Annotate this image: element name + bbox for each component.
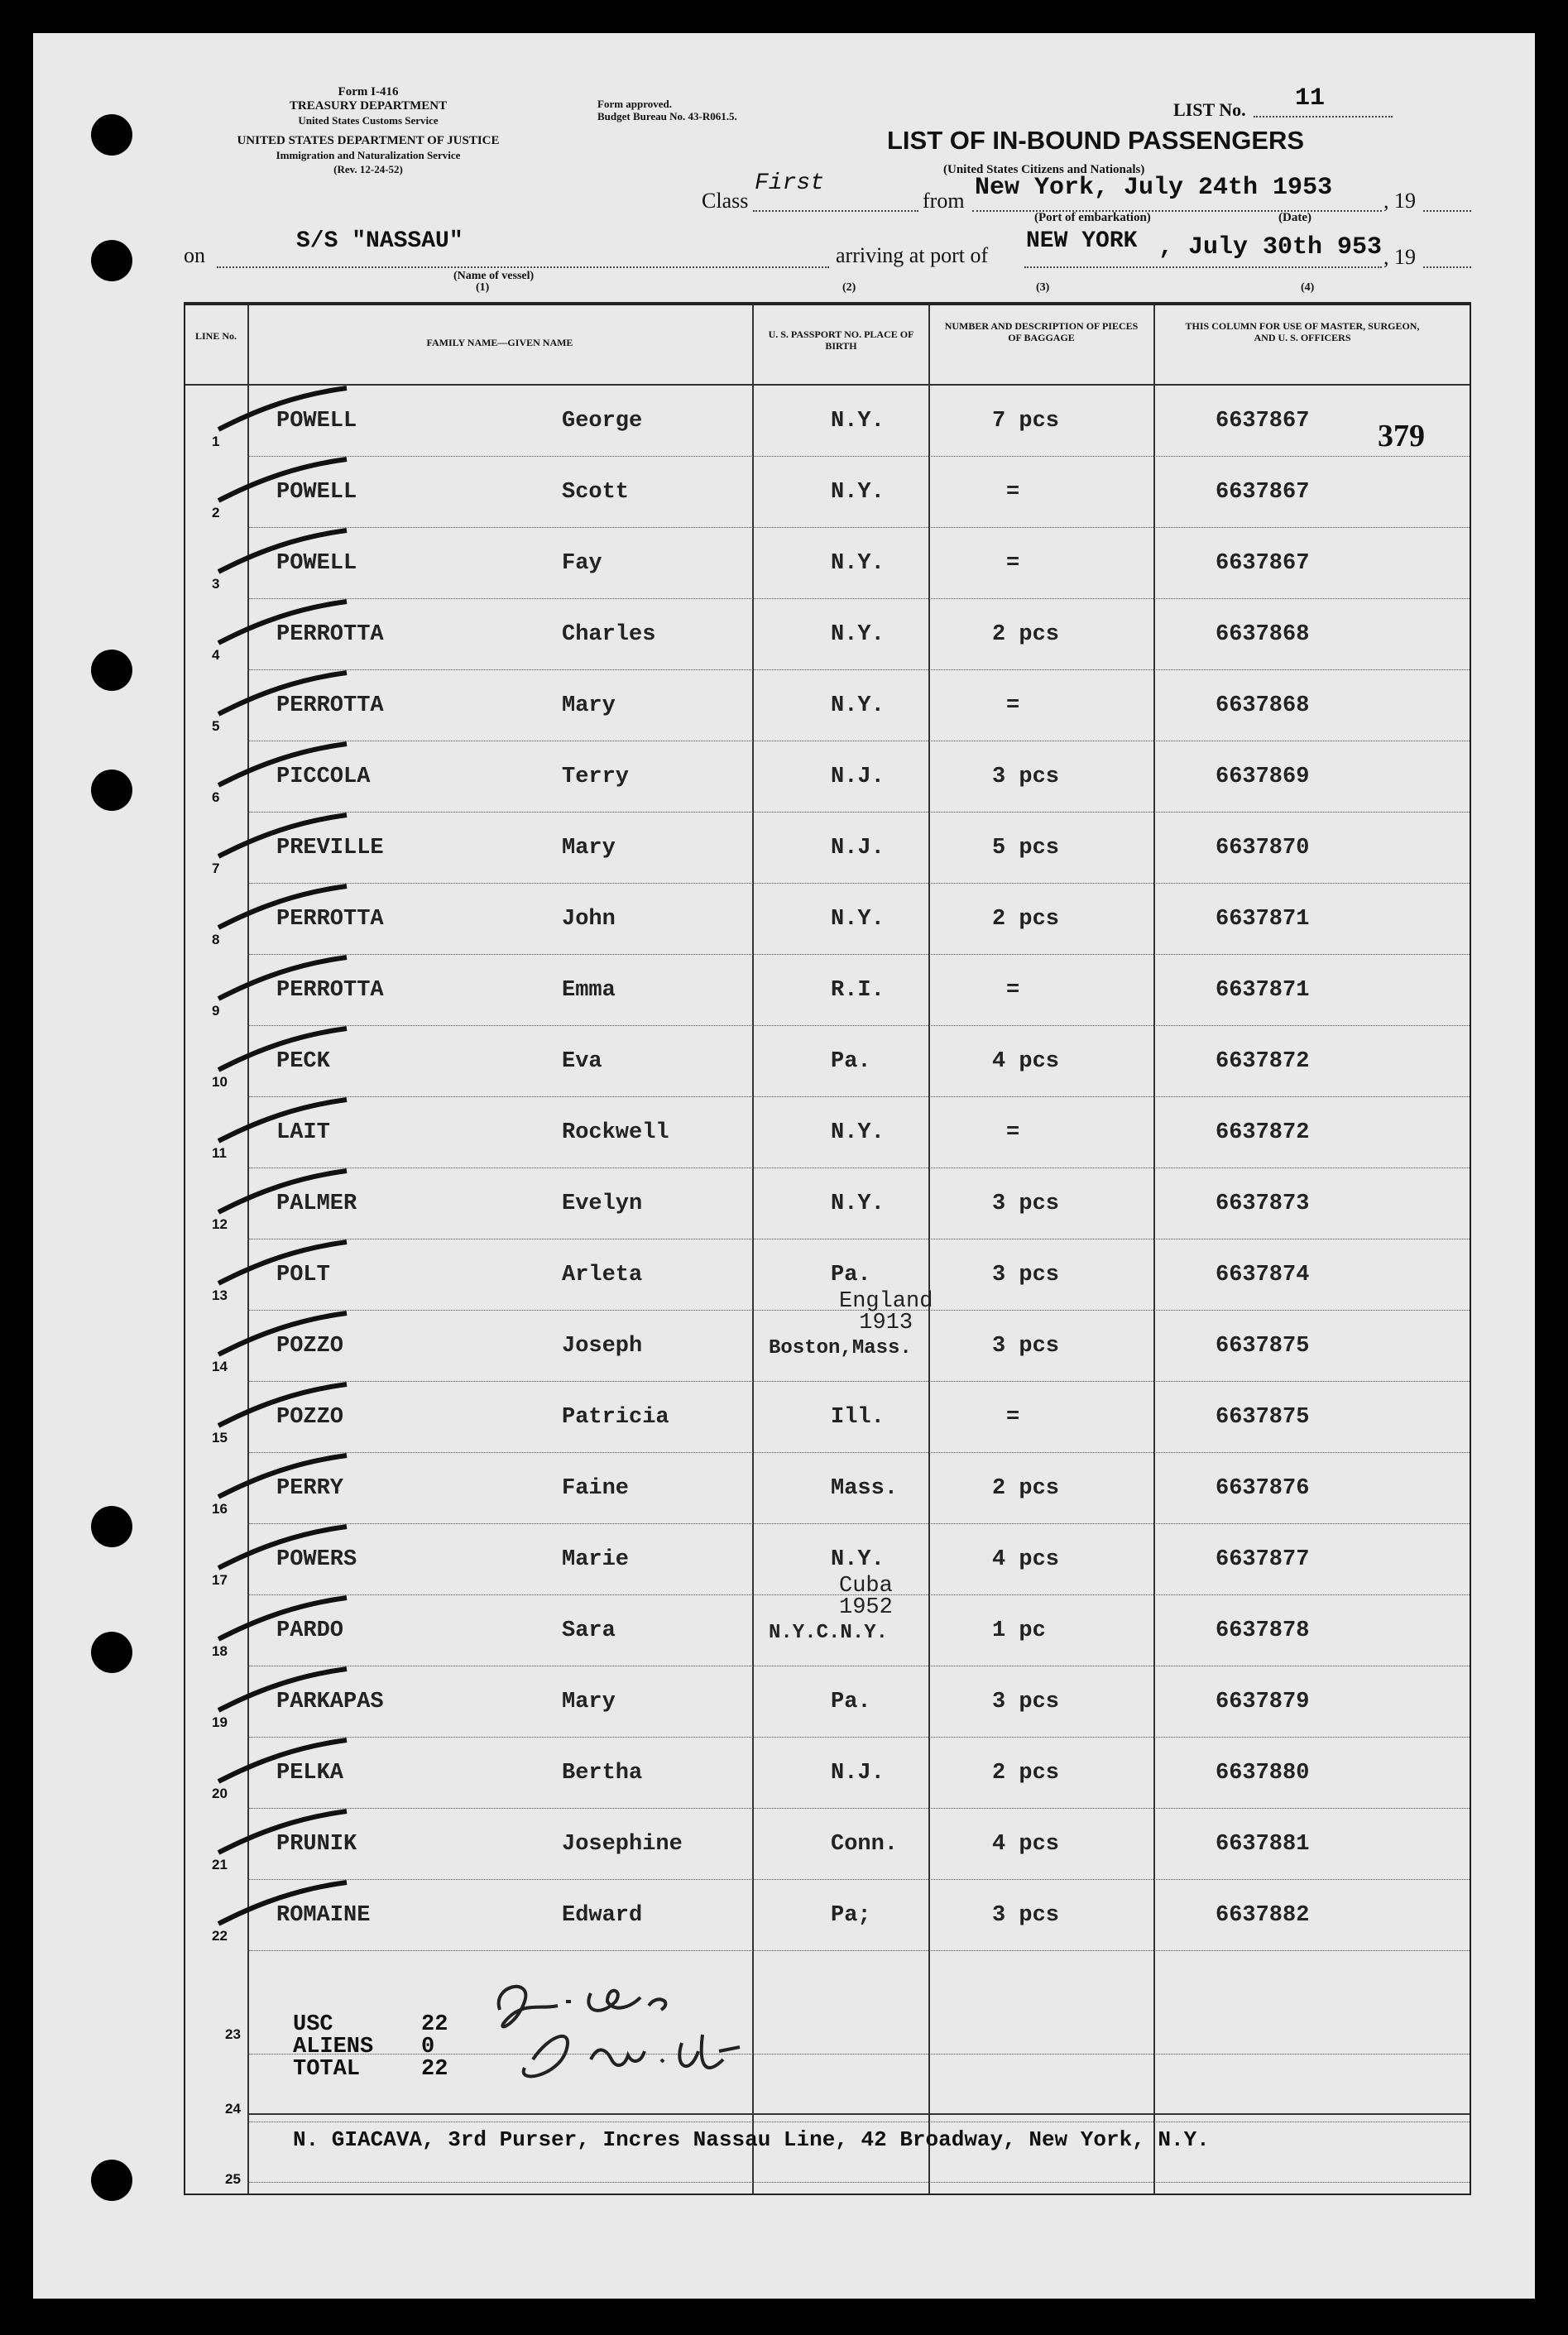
given-name: Mary [562,836,616,861]
binder-hole [91,2160,132,2201]
baggage-count: 4 pcs [992,1049,1060,1074]
birth-place: Pa. [831,1690,871,1714]
family-name: PARKAPAS [276,1690,384,1714]
check-mark-icon [210,1380,359,1430]
baggage-count: = [1006,693,1020,718]
line-number: 16 [212,1501,228,1517]
given-name: George [562,409,643,434]
vessel-col-num: (1) [476,281,490,294]
birth-place: N.J. [831,1761,885,1786]
vessel-caption: (Name of vessel) [453,270,535,282]
line-number: 6 [212,789,220,805]
port-embark-caption: (Port of embarkation) [1034,211,1151,224]
line-number: 15 [212,1430,228,1446]
line-number: 21 [212,1857,228,1872]
passport-number: 6637868 [1216,693,1310,718]
birth-place: N.Y. [831,693,885,718]
baggage-count: 1 pc [992,1618,1046,1643]
passport-number: 6637868 [1216,622,1310,647]
binder-hole [91,770,132,811]
table-row [185,889,1470,961]
table-row [185,675,1470,747]
given-name: Fay [562,551,602,576]
year-suffix: , 19 [1383,189,1416,213]
line-number: 4 [212,647,220,663]
family-name: POZZO [276,1405,344,1430]
given-name: Patricia [562,1405,669,1430]
line-number: 24 [225,2101,241,2117]
check-mark-icon [210,526,359,576]
check-mark-icon [210,1878,359,1928]
line-number: 5 [212,718,220,734]
line-number: 18 [212,1643,228,1659]
family-name: LAIT [276,1120,330,1145]
given-name: Evelyn [562,1191,643,1216]
given-name: Josephine [562,1832,683,1857]
arrival-date: , July 30th 953 [1158,233,1383,261]
binder-hole [91,240,132,281]
table-row [185,1743,1470,1815]
check-mark-icon [210,740,359,789]
passport-number: 6637882 [1216,1903,1310,1928]
baggage-count: = [1006,1120,1020,1145]
baggage-count: 3 pcs [992,1191,1060,1216]
birth-place: R.I. [831,978,885,1003]
passport-number: 6637871 [1216,907,1310,932]
col-header-line-no: LINE No. [194,330,237,342]
family-name: POWERS [276,1547,357,1572]
birth-place: N.Y.C.N.Y. [769,1622,889,1644]
immigration-service: Immigration and Naturalization Service [276,149,461,161]
birth-place: Boston,Mass. [769,1337,912,1359]
check-mark-icon [210,669,359,718]
passport-number: 6637875 [1216,1405,1310,1430]
line-number: 20 [212,1786,228,1801]
table-row [185,1885,1470,1957]
family-name: PREVILLE [276,836,384,861]
check-mark-icon [210,455,359,505]
check-mark-icon [210,953,359,1003]
passport-number: 6637878 [1216,1618,1310,1643]
col-header-officers: THIS COLUMN FOR USE OF MASTER, SURGEON, AND U. S. OFFICERS [1185,320,1420,343]
baggage-count: 4 pcs [992,1832,1060,1857]
baggage-count: 3 pcs [992,1690,1060,1714]
given-name: Eva [562,1049,602,1074]
passport-number: 6637870 [1216,836,1310,861]
birth-place: N.Y. [831,1547,885,1572]
list-no-label: LIST No. [1173,99,1246,120]
check-mark-icon [210,1167,359,1216]
family-name: PERROTTA [276,978,384,1003]
birth-place: N.Y. [831,480,885,505]
given-name: Terry [562,765,630,789]
passport-number: 6637872 [1216,1049,1310,1074]
list-no-value: 11 [1295,84,1326,113]
passport-number: 6637874 [1216,1263,1310,1287]
given-name: Sara [562,1618,616,1643]
passport-number: 6637872 [1216,1120,1310,1145]
page-annotation: 379 [1378,419,1425,453]
approval-block [597,98,737,122]
given-name: Joseph [562,1334,643,1359]
binder-hole [91,1632,132,1673]
family-name: PERROTTA [276,693,384,718]
class-value: First [755,170,825,196]
page-title: LIST OF IN-BOUND PASSENGERS [887,126,1305,155]
family-name: POLT [276,1263,330,1287]
aliens-label: ALIENS [293,2035,374,2059]
check-mark-icon [210,597,359,647]
family-name: PICCOLA [276,765,371,789]
birth-place: Pa; [831,1903,871,1928]
line-number: 23 [225,2026,241,2042]
birth-place: Ill. [831,1405,885,1430]
line-number: 9 [212,1003,220,1019]
line-number: 11 [212,1145,227,1161]
passport-number: 6637871 [1216,978,1310,1003]
check-mark-icon [210,1807,359,1857]
line-number: 8 [212,932,220,947]
check-mark-icon [210,1665,359,1714]
binder-hole [91,650,132,691]
baggage-count: 2 pcs [992,622,1060,647]
birth-place: Pa. [831,1049,871,1074]
birth-place: Mass. [831,1476,899,1501]
passport-number: 6637873 [1216,1191,1310,1216]
baggage-count: 2 pcs [992,1761,1060,1786]
binder-hole [91,1506,132,1547]
arriving-label: arriving at port of [836,243,989,267]
birth-place: Pa. [831,1263,871,1287]
given-name: Rockwell [562,1120,669,1145]
passport-number: 6637867 [1216,409,1310,434]
line-number: 7 [212,861,220,876]
birth-place: N.Y. [831,907,885,932]
given-name: Mary [562,1690,616,1714]
baggage-count: 2 pcs [992,1476,1060,1501]
given-name: John [562,907,616,932]
purser-line: N. GIACAVA, 3rd Purser, Incres Nassau Line, 42 Broadway, New York, N.Y. [293,2127,1210,2152]
date-caption: (Date) [1278,211,1311,224]
family-name: POWELL [276,480,357,505]
table-row [185,604,1470,676]
line-number: 2 [212,505,220,520]
line-number: 14 [212,1359,228,1374]
form-approved: Form approved. [597,98,673,110]
usc-label: USC [293,2012,333,2037]
table-row [185,1458,1470,1530]
baggage-count: 3 pcs [992,765,1060,789]
given-name: Mary [562,693,616,718]
baggage-count: 5 pcs [992,836,1060,861]
line-number: 19 [212,1714,228,1730]
table-row [185,1671,1470,1743]
family-name: PARDO [276,1618,344,1643]
line-number: 25 [225,2171,241,2187]
from-label: from [923,189,965,213]
baggage-count: = [1006,480,1020,505]
col-header-baggage: NUMBER AND DESCRIPTION OF PIECES OF BAGGAGE [944,320,1139,343]
table-row [185,817,1470,889]
table-row [185,462,1470,534]
family-name: PELKA [276,1761,344,1786]
check-mark-icon [210,811,359,861]
given-name: Edward [562,1903,643,1928]
revision-date: (Rev. 12-24-52) [333,163,403,175]
totals-block [293,2014,373,2081]
table-row [185,533,1470,605]
table-row [185,1387,1470,1459]
line-number: 12 [212,1216,228,1232]
check-mark-icon [210,1451,359,1501]
total-value: 22 [421,2057,448,2082]
table-row [185,1244,1470,1316]
table-row [185,1031,1470,1103]
given-name: Faine [562,1476,630,1501]
family-name: PERRY [276,1476,344,1501]
check-mark-icon [210,1736,359,1786]
family-name: PERROTTA [276,907,384,932]
table-row [185,1814,1470,1886]
totals-values [421,2014,448,2081]
passport-number: 6637867 [1216,551,1310,576]
line-number: 3 [212,576,220,592]
birth-place: N.Y. [831,622,885,647]
birth-place: Conn. [831,1832,899,1857]
baggage-count: 3 pcs [992,1263,1060,1287]
birth-place: N.Y. [831,1120,885,1145]
check-mark-icon [210,1238,359,1287]
passport-number: 6637876 [1216,1476,1310,1501]
passport-number: 6637867 [1216,480,1310,505]
col-num-3: (3) [1036,281,1050,294]
treasury-dept: TREASURY DEPARTMENT [289,99,448,113]
family-name: PECK [276,1049,330,1074]
baggage-count: = [1006,978,1020,1003]
table-row [185,1173,1470,1245]
class-label: Class [702,189,749,213]
given-name: Marie [562,1547,630,1572]
given-name: Bertha [562,1761,643,1786]
check-mark-icon [210,1594,359,1643]
given-name: Emma [562,978,616,1003]
line-number: 17 [212,1572,228,1588]
passport-number: 6637881 [1216,1832,1310,1857]
family-name: POWELL [276,551,357,576]
birth-place: N.Y. [831,409,885,434]
table-row [185,1289,1470,1388]
col-num-2: (2) [842,281,856,294]
passport-number: 6637875 [1216,1334,1310,1359]
table-row [185,391,1470,463]
baggage-count: = [1006,551,1020,576]
check-mark-icon [210,1024,359,1074]
baggage-count: 3 pcs [992,1334,1060,1359]
family-name: POZZO [276,1334,344,1359]
form-number: Form I-416 [338,85,399,98]
table-row [185,1102,1470,1174]
on-label: on [184,243,205,267]
justice-dept: UNITED STATES DEPARTMENT OF JUSTICE [237,134,500,147]
baggage-count: 7 pcs [992,409,1060,434]
page-subtitle: (United States Citizens and Nationals) [943,163,1145,176]
arrival-year-suffix: , 19 [1383,245,1416,269]
passport-number: 6637869 [1216,765,1310,789]
birth-extra: Cuba 1952 [839,1574,893,1620]
aliens-value: 0 [421,2035,435,2059]
passport-number: 6637879 [1216,1690,1310,1714]
passenger-table [184,302,1471,2195]
table-row [185,1529,1470,1601]
birth-place: N.Y. [831,1191,885,1216]
total-label: TOTAL [293,2057,361,2082]
birth-place: N.Y. [831,551,885,576]
arrival-port: NEW YORK [1026,228,1138,254]
family-name: POWELL [276,409,357,434]
given-name: Charles [562,622,656,647]
baggage-count: = [1006,1405,1020,1430]
from-value: New York, July 24th 1953 [975,174,1333,202]
family-name: ROMAINE [276,1903,371,1928]
check-mark-icon [210,384,359,434]
line-number: 10 [212,1074,228,1090]
vessel-name: S/S "NASSAU" [296,228,463,254]
col-header-name: FAMILY NAME—GIVEN NAME [426,337,573,348]
passport-number: 6637880 [1216,1761,1310,1786]
check-mark-icon [210,1522,359,1572]
family-name: PRUNIK [276,1832,357,1857]
customs-service: United States Customs Service [298,114,439,127]
col-header-passport: U. S. PASSPORT NO. PLACE OF BIRTH [768,328,914,352]
baggage-count: 3 pcs [992,1903,1060,1928]
line-number: 22 [212,1928,228,1944]
birth-place: N.J. [831,765,885,789]
budget-bureau: Budget Bureau No. 43-R061.5. [597,110,737,122]
table-row [185,746,1470,818]
col-num-4: (4) [1301,281,1315,294]
birth-extra: England 1913 [839,1289,933,1335]
line-number: 1 [212,434,220,449]
family-name: PERROTTA [276,622,384,647]
inspector-signature [483,1968,756,2101]
family-name: PALMER [276,1191,357,1216]
line-number: 13 [212,1287,228,1303]
usc-value: 22 [421,2012,448,2037]
given-name: Arleta [562,1263,643,1287]
check-mark-icon [210,1309,359,1359]
table-row [185,960,1470,1032]
baggage-count: 4 pcs [992,1547,1060,1572]
baggage-count: 2 pcs [992,907,1060,932]
check-mark-icon [210,1096,359,1145]
passport-number: 6637877 [1216,1547,1310,1572]
given-name: Scott [562,480,630,505]
check-mark-icon [210,882,359,932]
binder-hole [91,114,132,156]
birth-place: N.J. [831,836,885,861]
agency-block [182,85,554,176]
